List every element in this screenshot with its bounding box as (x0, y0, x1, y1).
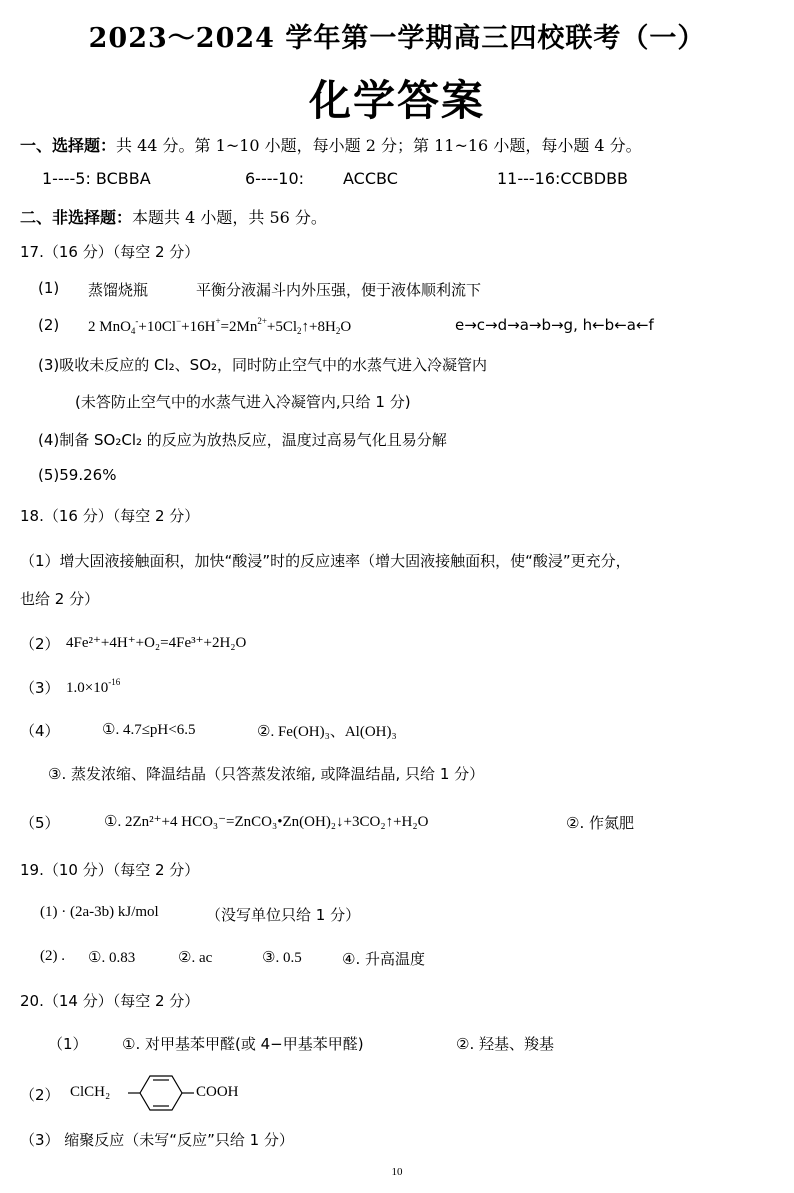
answers-1-5: 1----5: BCBBA (42, 169, 151, 188)
answers-11-16: 11---16:CCBDBB (497, 169, 629, 188)
q17-part5: (5)59.26% (38, 466, 117, 484)
q18-part5-number: （5） (20, 814, 60, 832)
q20-part2-number: （2） (20, 1086, 60, 1104)
q17-part2-equation: 2 $MnO_4^-+10Cl^-+16H^+=2Mn^{2+}+5Cl_2↑+8H_2O$ (88, 316, 352, 336)
section2-heading: 二、非选择题： (20, 208, 133, 227)
q19-part2-number: (2) . (40, 948, 65, 964)
q18-part2-number: （2） (20, 635, 60, 653)
q20-part1-answer-a: ①. 对甲基苯甲醛(或 4−甲基苯甲醛) (122, 1035, 364, 1053)
q19-part2-answer-b: ②. ac (178, 950, 213, 966)
q17-part3-note: (未答防止空气中的水蒸气进入冷凝管内,只给 1 分) (75, 393, 411, 411)
page-number: 10 (391, 1166, 403, 1178)
q19-part1: (1) · (2a-3b) kJ/mol (40, 904, 159, 920)
q17-part1-answer-a: 蒸馏烧瓶 (88, 281, 149, 299)
q20-part1-number: （1） (48, 1035, 88, 1053)
answers-6-10-label: 6----10: (245, 169, 305, 188)
q18-part4-answer-b: ②. Fe(OH)₃、Al(OH)₃ (257, 724, 397, 740)
q17-title: 17.（16 分）（每空 2 分） (20, 243, 200, 261)
q18-part4-number: （4） (20, 722, 60, 740)
q17-part1-number: (1) (38, 279, 60, 297)
q18-part5-answer-b: ②. 作氮肥 (566, 814, 634, 832)
q19-title: 19.（10 分）（每空 2 分） (20, 861, 200, 879)
q20-part1-answer-b: ②. 羟基、羧基 (456, 1035, 554, 1053)
q18-part3-number: （3） (20, 679, 60, 697)
structure-left-group: ClCH₂ (70, 1084, 111, 1100)
section2-line (20, 205, 327, 228)
exam-title: 2023～2024 学年第一学期高三四校联考（一） (88, 23, 706, 54)
section1-heading: 一、选择题： (20, 136, 117, 155)
benzene-ring-icon (128, 1071, 194, 1115)
section2-desc: 本题共 4 小题，共 56 分。 (132, 208, 327, 227)
q19-part2-answer-d: ④. 升高温度 (342, 950, 425, 968)
q17-part1-answer-b: 平衡分液漏斗内外压强，便于液体顺利流下 (196, 281, 482, 299)
q18-part2-equation: 4Fe²⁺+4H⁺+O₂=4Fe³⁺+2H₂O (66, 635, 247, 651)
q20-title: 20.（14 分）（每空 2 分） (20, 992, 200, 1010)
q18-part1-line1: （1）增大固液接触面积，加快“酸浸”时的反应速率（增大固液接触面积，使“酸浸”更充分， (20, 552, 631, 570)
q18-part3-value: $1.0\times 10^{-16}$ (66, 677, 121, 696)
structure-right-group: COOH (196, 1084, 239, 1100)
q18-part4-answer-a: ①. 4.7≤pH<6.5 (102, 722, 196, 738)
q18-part4-answer-c: ③. 蒸发浓缩、降温结晶（只答蒸发浓缩, 或降温结晶, 只给 1 分） (48, 765, 485, 783)
q19-part2-answer-a: ①. 0.83 (88, 950, 136, 966)
section1-desc: 共 44 分。第 1~10 小题，每小题 2 分；第 11~16 小题，每小题 4 分。 (116, 136, 642, 155)
q17-part4: (4)制备 SO₂Cl₂ 的反应为放热反应，温度过高易气化且易分解 (38, 431, 447, 449)
section1-line (20, 133, 642, 156)
q20-part3: （3） 缩聚反应（未写“反应”只给 1 分） (20, 1131, 294, 1149)
q17-part2-number: (2) (38, 316, 60, 334)
q18-title: 18.（16 分）（每空 2 分） (20, 507, 200, 525)
q17-part2-order: e→c→d→a→b→g, h←b←a←f (455, 316, 654, 334)
q17-part3: (3)吸收未反应的 Cl₂、SO₂，同时防止空气中的水蒸气进入冷凝管内 (38, 356, 488, 374)
q19-part2-answer-c: ③. 0.5 (262, 950, 302, 966)
q19-part1-note: （没写单位只给 1 分） (206, 906, 361, 924)
answers-6-10: ACCBC (343, 169, 398, 188)
q18-part5-equation: ①. 2Zn²⁺+4 HCO₃⁻=ZnCO₃•Zn(OH)₂↓+3CO₂↑+H₂O (104, 814, 429, 830)
q18-part1-line2: 也给 2 分） (20, 590, 100, 608)
answer-title: 化学答案 (308, 76, 485, 125)
